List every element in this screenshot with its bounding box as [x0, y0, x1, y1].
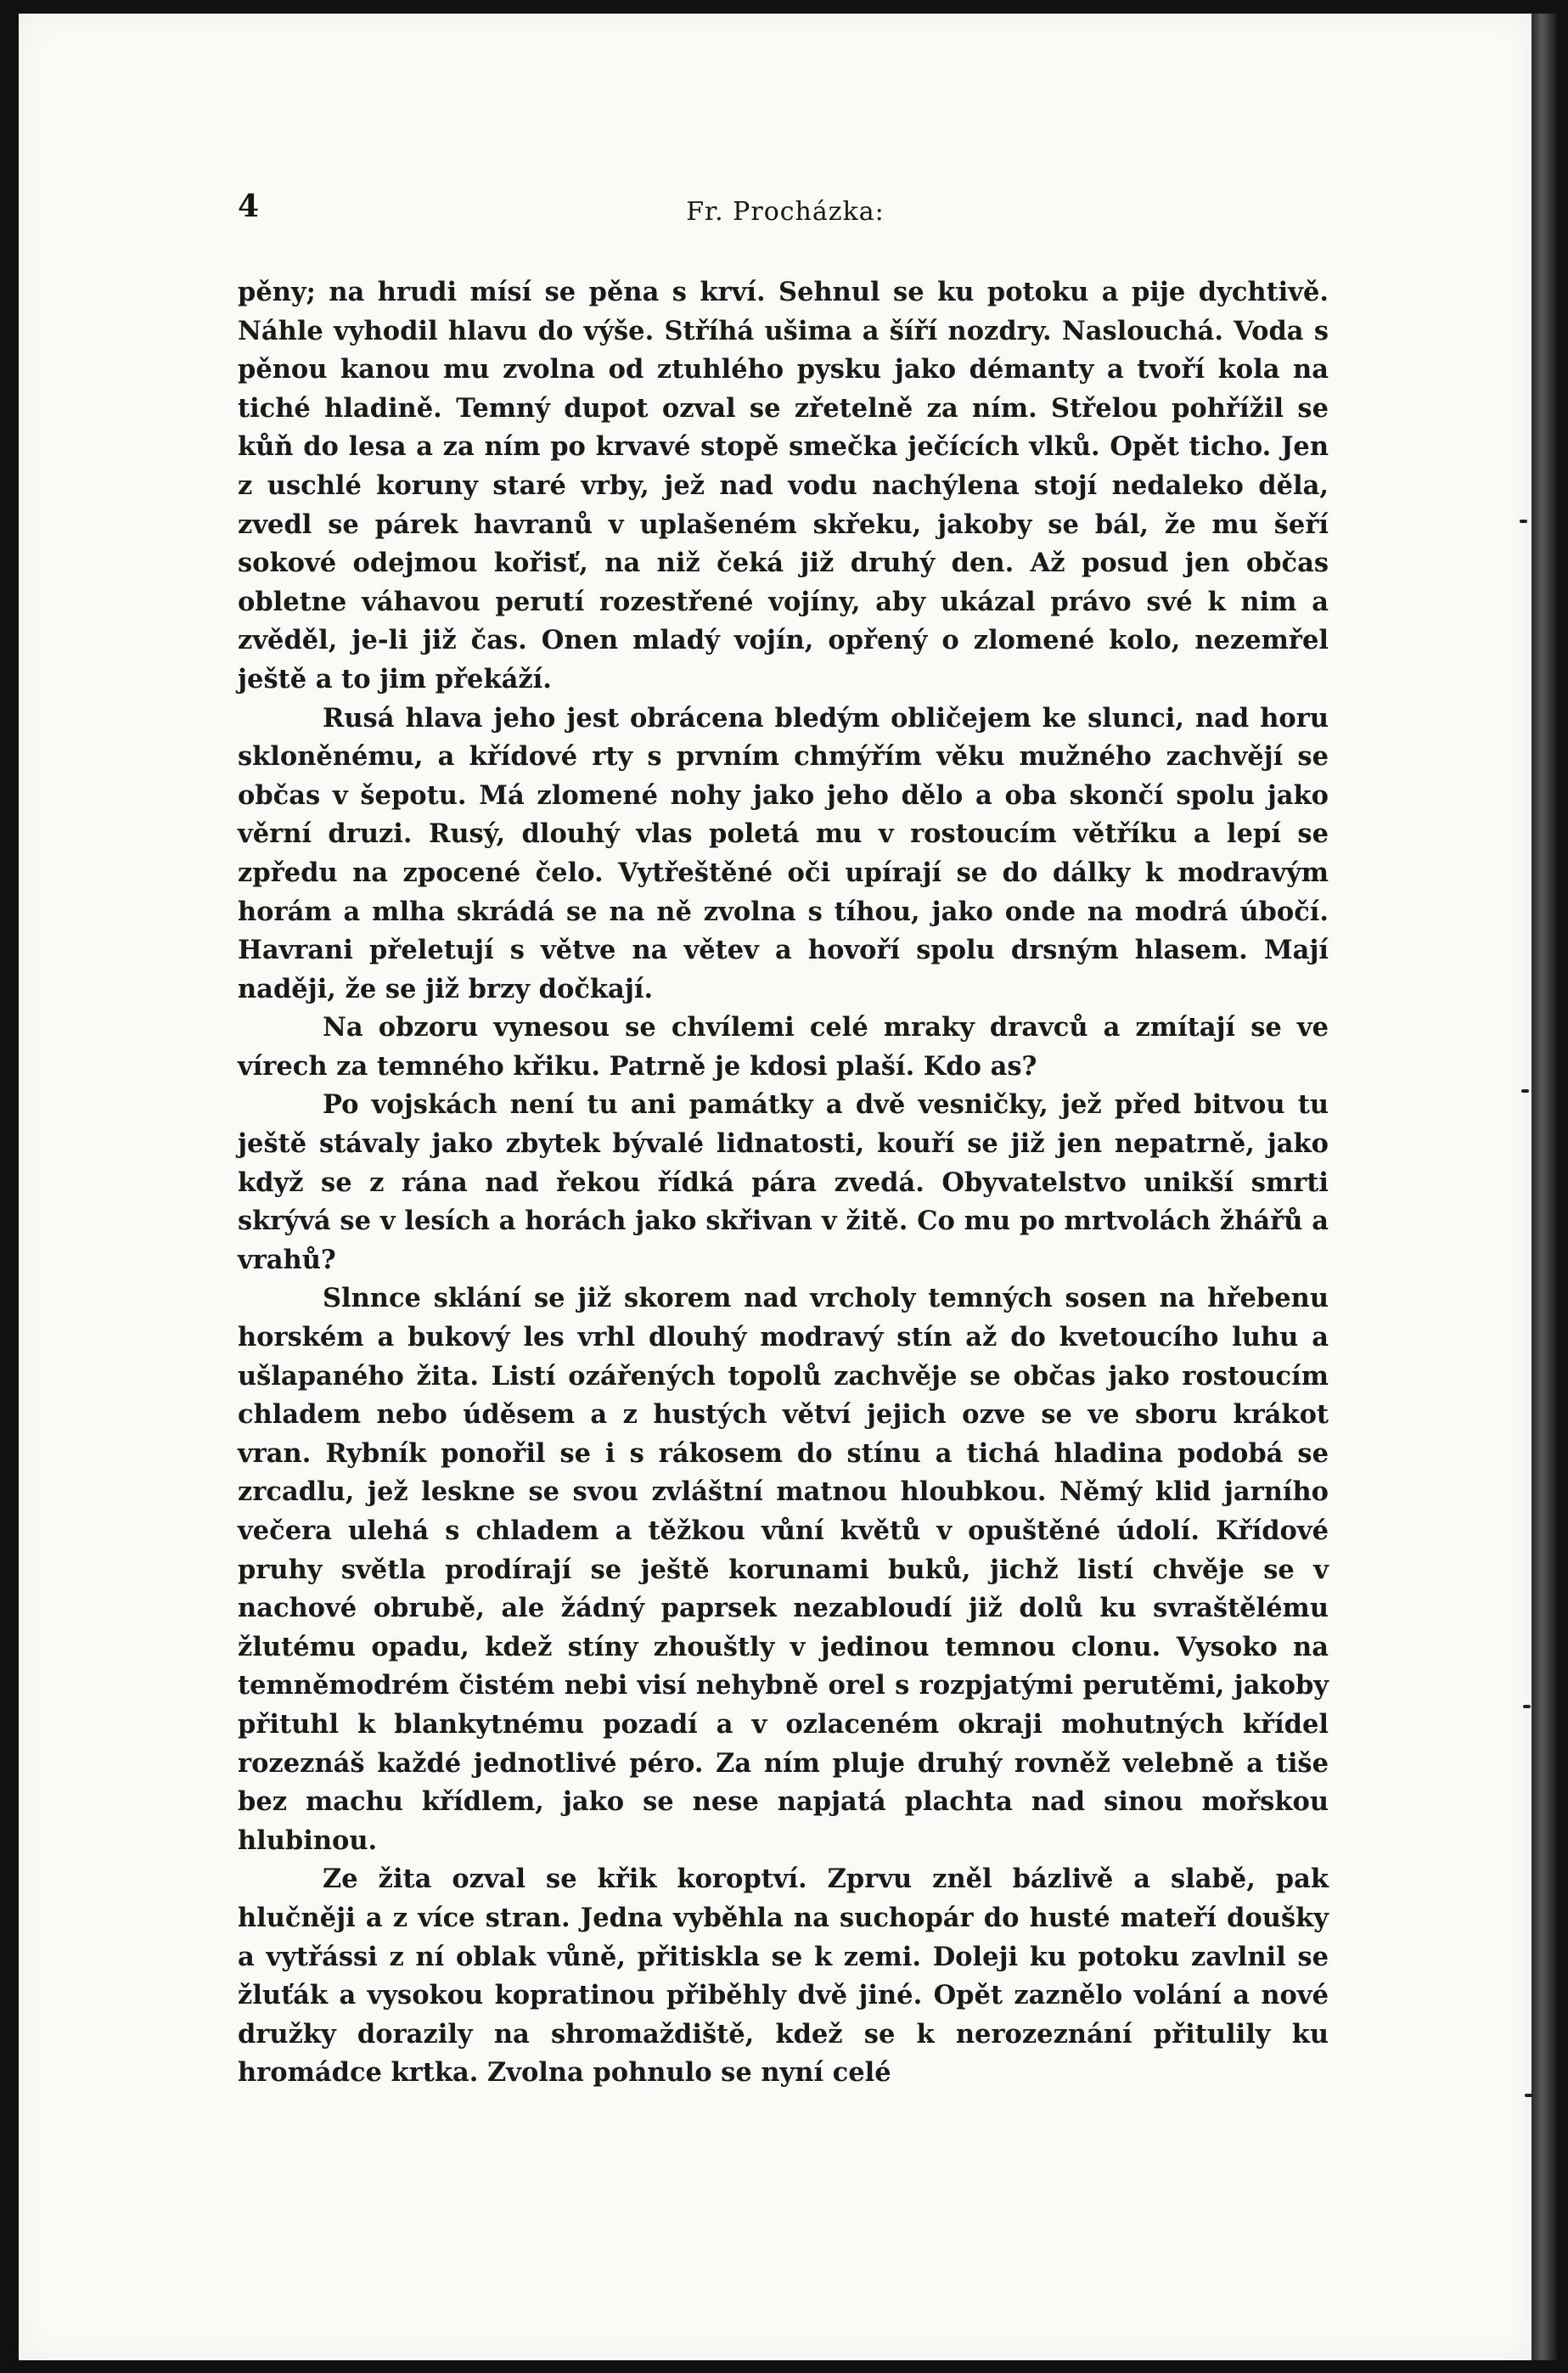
paragraph: Slnnce sklání se již skorem nad vrcholy temných sosen na hřebenu horském a bukový les vrhl dlouhý modravý stín až do kvetoucího luhu a ušlapaného žita. Listí ozářených topolů zachvěje se občas jako rostoucím chladem nebo úděsem a z hustých větví jejich ozve se ve sboru krákot vran. Rybník ponořil se i s rákosem do stínu a tichá hladina podobá se zrcadlu, jež leskne se svou zvláštní matnou hloubkou. Němý klid jarního večera ulehá s chladem a těžkou vůní květů v opuštěné údolí. Křídové pruhy světla prodírají se ještě korunami buků, jichž listí chvěje se v nachové obrubě, ale žádný paprsek nezabloudí již dolů ku svraštělému žlutému opadu, kdež stíny zhouštly v jedinou temnou clonu. Vysoko na temněmodrém čistém nebi visí nehybně orel s rozpjatými perutěmi, jakoby přituhl k blankytnému pozadí a v ozlaceném okraji mohutných křídel rozeznáš každé jednotlivé péro. Za ním pluje druhý rovněž velebně a tiše bez machu křídlem, jako se nese napjatá plachta nad sinou mořskou hlubinou. — [238, 1283, 1329, 1856]
paragraph: Po vojskách není tu ani památky a dvě vesničky, jež před bitvou tu ještě stávaly jako zbytek bývalé lidnatosti, kouří se již jen nepatrně, jako když se z rána nad řekou řídká pára zvedá. Obyvatelstvo unikší smrti skrývá se v lesích a horách jako skřivan v žitě. Co mu po mrtvolách žhářů a vrahů? — [238, 1089, 1329, 1275]
margin-mark — [1525, 2094, 1532, 2097]
margin-mark — [1521, 1089, 1529, 1093]
page-edge-shadow — [1531, 14, 1557, 2360]
paragraph: pěny; na hrudi mísí se pěna s krví. Sehnul se ku potoku a pije dychtivě. Náhle vyhodil hlavu do výše. Stříhá ušima a šíří nozdry. Naslouchá. Voda s pěnou kanou mu zvolna od ztuhlého pysku jako démanty a tvoří kola na tiché hladině. Temný dupot ozval se zřetelně za ním. Střelou pohřížil se kůň do lesa a za ním po krvavé stopě smečka ječících vlků. Opět ticho. Jen z uschlé koruny staré vrby, jež nad vodu nachýlena stojí nedaleko děla, zvedl se párek havranů v uplašeném skřeku, jakoby se bál, že mu šeří sokové odejmou kořisť, na niž čeká již druhý den. Až posud jen občas obletne váhavou perutí rozestřené vojíny, aby ukázal právo své k nim a zvěděl, je-li již čas. Onen mladý vojín, opřený o zlomené kolo, nezemřel ještě a to jim překáží. — [238, 277, 1329, 694]
paragraph: Na obzoru vynesou se chvílemi celé mraky dravců a zmítají se ve vírech za temného křiku. Patrně je kdosi plaší. Kdo as? — [238, 1012, 1329, 1082]
paragraph: Rusá hlava jeho jest obrácena bledým obličejem ke slunci, nad horu skloněnému, a křídové rty s prvním chmýřím věku mužného zachvějí se občas v šepotu. Má zlomené nohy jako jeho dělo a oba skončí spolu jako věrní druzi. Rusý, dlouhý vlas poletá mu v rostoucím větříku a lepí se zpředu na zpocené čelo. Vytřeštěné oči upírají se do dálky k modravým horám a mlha skrádá se na ně zvolna s tíhou, jako onde na modrá úbočí. Havrani přeletují s větve na větev a hovoří spolu drsným hlasem. Mají naději, že se již brzy dočkají. — [238, 702, 1329, 1004]
running-head: Fr. Procházka: — [686, 197, 885, 227]
body-text — [238, 273, 1329, 2093]
page-header — [238, 188, 1333, 239]
margin-mark — [1523, 1705, 1531, 1708]
page-number: 4 — [238, 188, 260, 224]
paragraph: Ze žita ozval se křik koroptví. Zprvu zněl bázlivě a slabě, pak hlučněji a z více stran. Jedna vyběhla na suchopár do husté mateří doušky a vytřássi z ní oblak vůně, přitiskla se k zemi. Doleji ku potoku zavlnil se žluťák a vysokou kopratinou přiběhly dvě jiné. Opět zaznělo volání a nové družky dorazily na shromaždiště, kdež se k nerozeznání přitulily ku hromádce krtka. Zvolna pohnulo se nyní celé — [238, 1864, 1329, 2089]
margin-mark — [1520, 520, 1527, 523]
